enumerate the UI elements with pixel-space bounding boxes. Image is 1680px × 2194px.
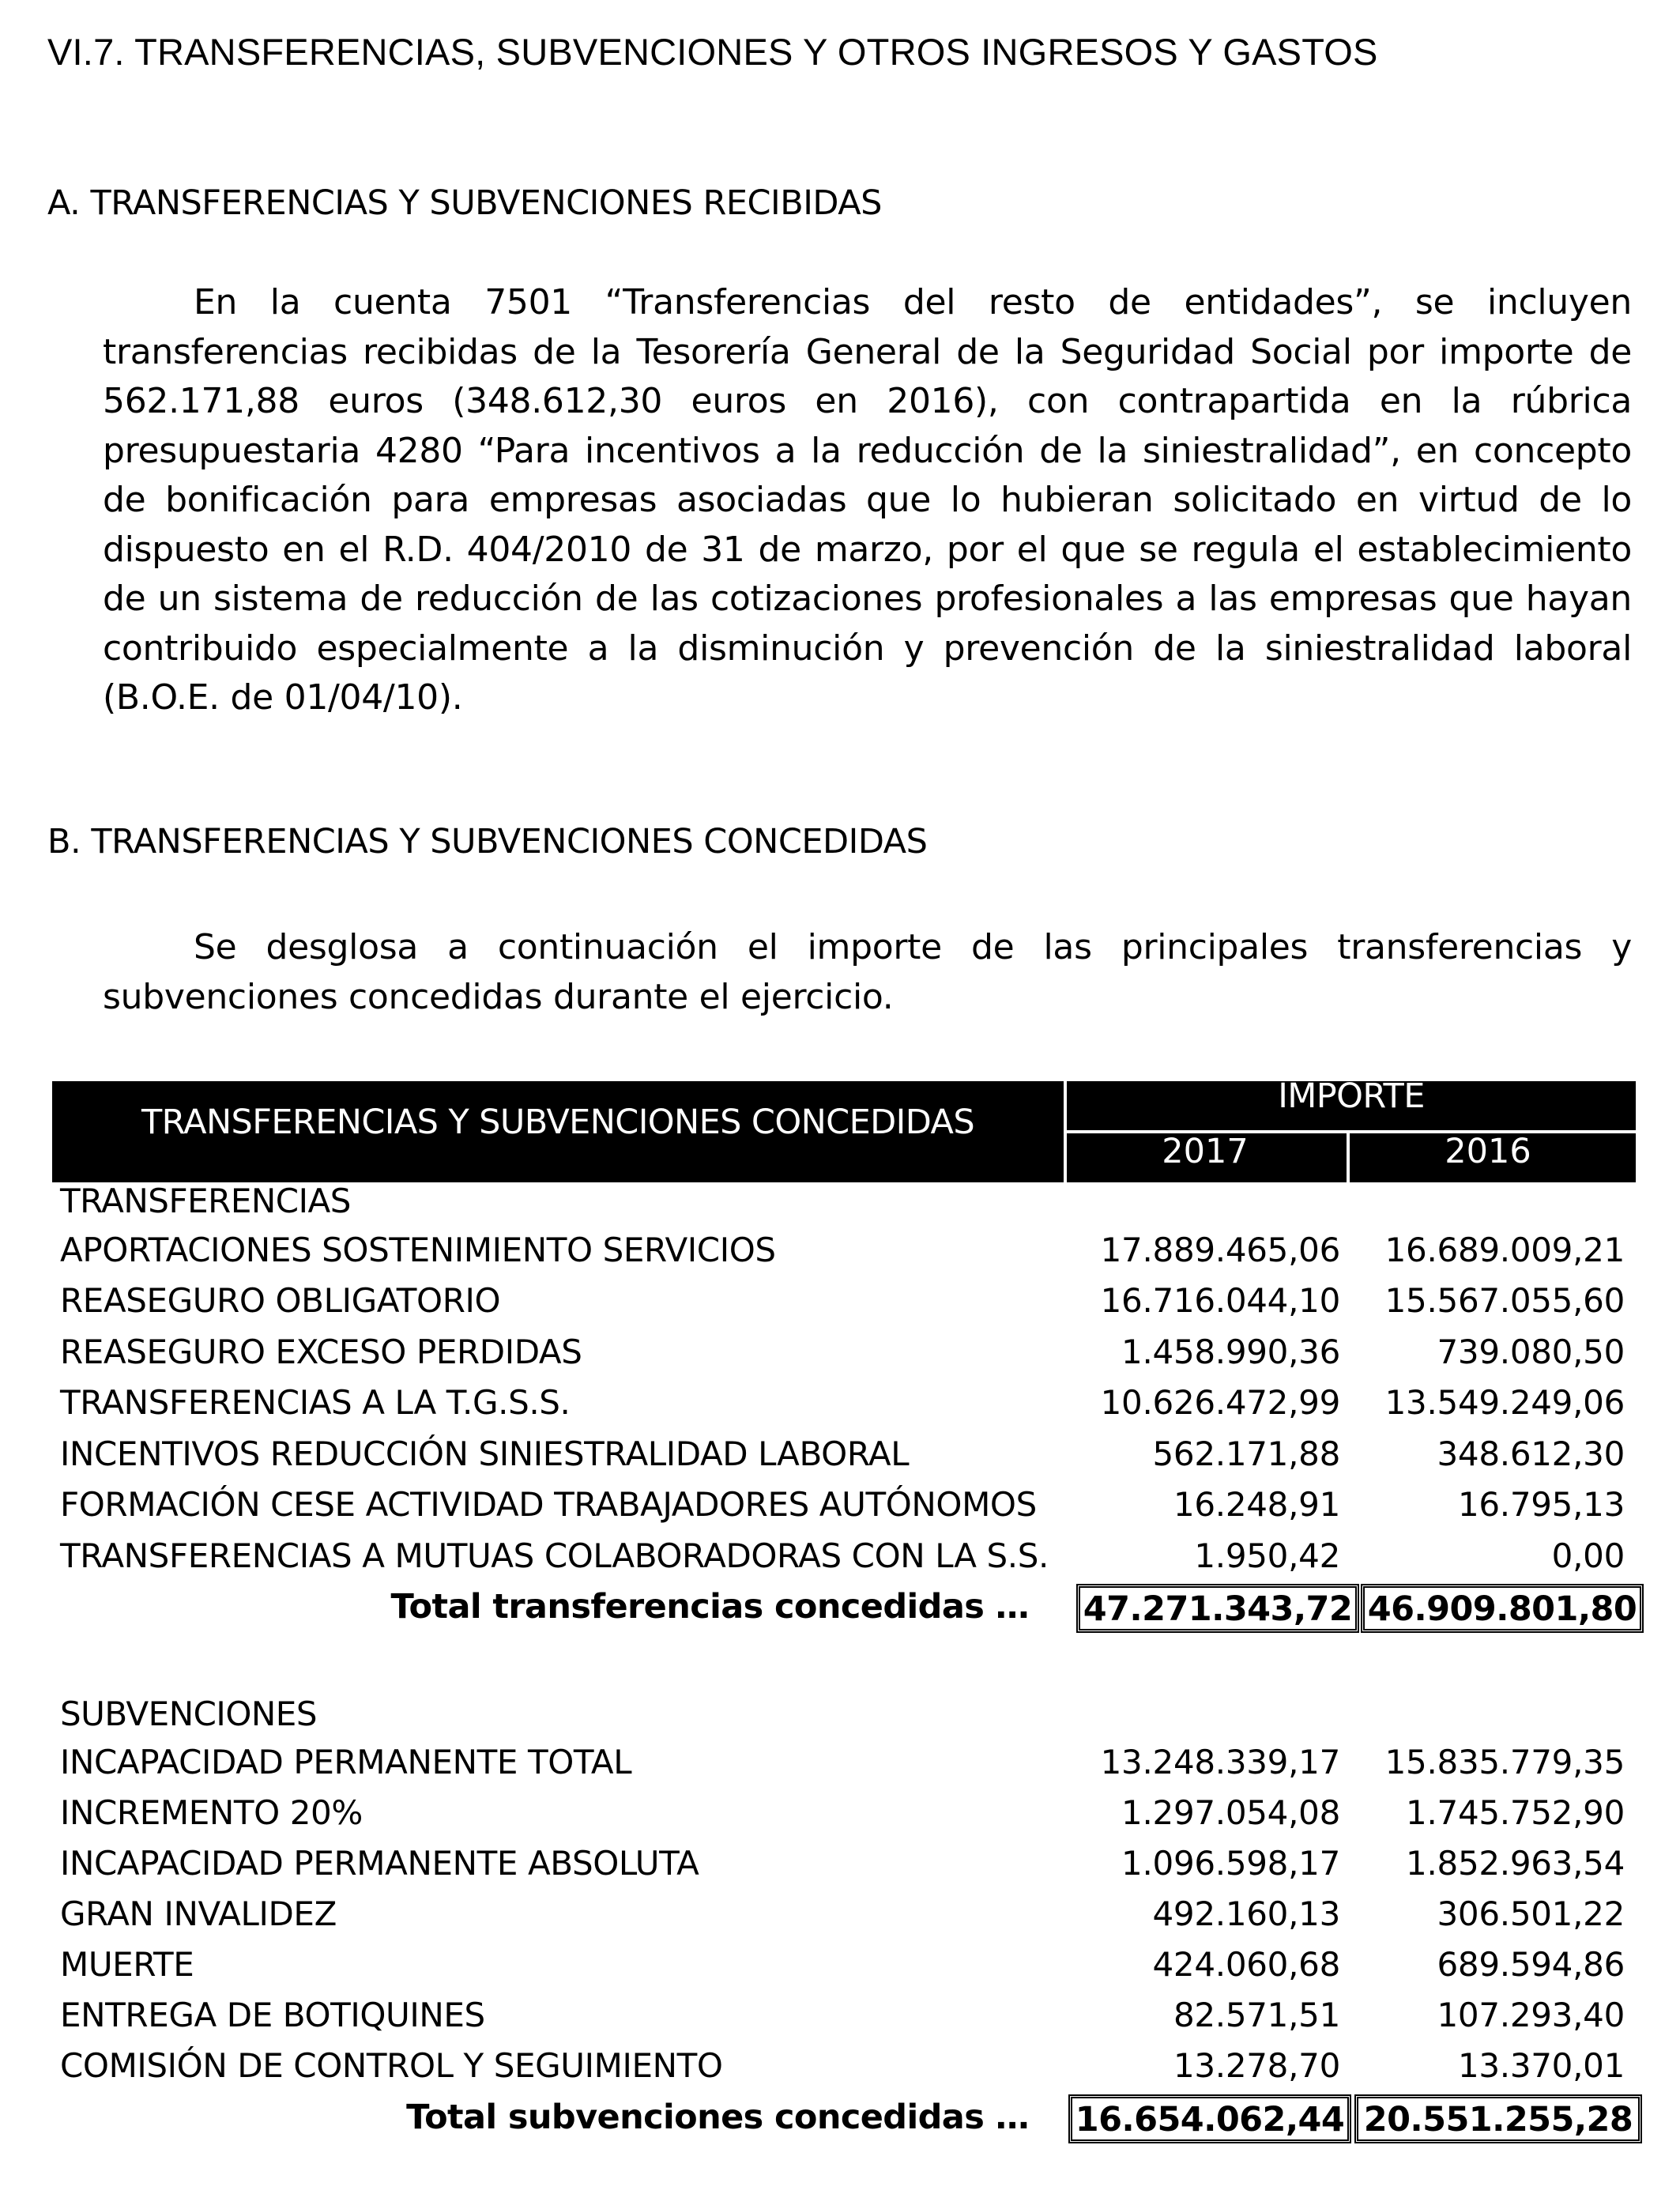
section-a-paragraph: En la cuenta 7501 “Transferencias del resto de entidades”, se incluyen transferencias recibidas de la Tesorería General de la Seguridad Social por importe de 562.171,88 euros (348.612,30 euros en 2016), con contrapartida en la rúbrica presupuestaria 4280 “Para incentivos a la reducción de la siniestralidad”, en concepto de bonificación para empresas asociadas que lo hubieran solicitado en virtud de lo dispuesto en el R.D. 404/2010 de 31 de marzo, por el que se regula el establecimiento de un sistema de reducción de las cotizaciones profesionales a las empresas que hayan contribuido especialmente a la disminución y prevención de la siniestralidad laboral (B.O.E. de 01/04/10). <box>103 282 1632 718</box>
row-label: REASEGURO OBLIGATORIO <box>60 1281 501 1320</box>
row-label: INCAPACIDAD PERMANENTE ABSOLUTA <box>60 1844 699 1883</box>
total-row-transferencias <box>0 1584 1680 1639</box>
group-title-transferencias: TRANSFERENCIAS <box>60 1182 351 1220</box>
section-a-heading: A. TRANSFERENCIAS Y SUBVENCIONES RECIBIDAS <box>47 183 882 223</box>
row-value-2017: 492.160,13 <box>1152 1894 1340 1933</box>
table-row <box>0 1485 1680 1536</box>
row-label: TRANSFERENCIAS A LA T.G.S.S. <box>60 1383 571 1422</box>
row-value-2017: 1.096.598,17 <box>1121 1844 1340 1883</box>
group-title-subvenciones: SUBVENCIONES <box>60 1695 317 1733</box>
row-value-2017: 1.458.990,36 <box>1121 1333 1340 1371</box>
total-label: Total transferencias concedidas … <box>390 1587 1029 1627</box>
row-value-2016: 1.852.963,54 <box>1406 1844 1625 1883</box>
row-value-2016: 16.795,13 <box>1457 1485 1625 1524</box>
row-value-2016: 13.370,01 <box>1457 2046 1625 2085</box>
table-row <box>0 1281 1680 1332</box>
table-row <box>0 1996 1680 2046</box>
table-row <box>0 1333 1680 1383</box>
row-label: FORMACIÓN CESE ACTIVIDAD TRABAJADORES AUTÓNOMOS <box>60 1485 1037 1524</box>
row-value-2017: 1.950,42 <box>1194 1536 1340 1575</box>
row-value-2017: 10.626.472,99 <box>1100 1383 1340 1422</box>
row-label: REASEGURO EXCESO PERDIDAS <box>60 1333 582 1371</box>
row-value-2017: 16.248,91 <box>1173 1485 1340 1524</box>
row-value-2017: 13.278,70 <box>1173 2046 1340 2085</box>
row-value-2017: 562.171,88 <box>1152 1434 1340 1473</box>
table-row <box>0 1945 1680 1996</box>
column-header-2016: 2016 <box>1445 1132 1531 1171</box>
total-value-2017: 47.271.343,72 <box>1076 1584 1359 1633</box>
row-label: ENTREGA DE BOTIQUINES <box>60 1996 485 2034</box>
section-b-paragraph: Se desglosa a continuación el importe de las principales transferencias y subvenciones concedidas durante el ejercicio. <box>103 927 1632 1017</box>
row-value-2017: 17.889.465,06 <box>1100 1231 1340 1269</box>
row-value-2016: 15.835.779,35 <box>1384 1743 1625 1781</box>
row-value-2016: 689.594,86 <box>1437 1945 1625 1984</box>
row-value-2017: 82.571,51 <box>1173 1996 1340 2034</box>
total-label: Total subvenciones concedidas … <box>406 2098 1029 2137</box>
row-value-2016: 16.689.009,21 <box>1384 1231 1625 1269</box>
table-row <box>0 1844 1680 1894</box>
table-row <box>0 1894 1680 1945</box>
row-value-2017: 1.297.054,08 <box>1121 1793 1340 1832</box>
total-row-subvenciones <box>0 2094 1680 2150</box>
row-value-2016: 348.612,30 <box>1437 1434 1625 1473</box>
row-value-2016: 0,00 <box>1551 1536 1625 1575</box>
row-label: GRAN INVALIDEZ <box>60 1894 337 1933</box>
row-label: APORTACIONES SOSTENIMIENTO SERVICIOS <box>60 1231 776 1269</box>
row-value-2017: 13.248.339,17 <box>1100 1743 1340 1781</box>
row-label: MUERTE <box>60 1945 194 1984</box>
table-header-importe: IMPORTE <box>1278 1076 1425 1116</box>
row-label: TRANSFERENCIAS A MUTUAS COLABORADORAS CON LA S.S. <box>60 1536 1049 1575</box>
row-value-2017: 424.060,68 <box>1152 1945 1340 1984</box>
row-value-2016: 13.549.249,06 <box>1384 1383 1625 1422</box>
table-row <box>0 1536 1680 1587</box>
row-label: INCAPACIDAD PERMANENTE TOTAL <box>60 1743 632 1781</box>
total-value-2016: 20.551.255,28 <box>1354 2094 1642 2143</box>
table-row <box>0 1743 1680 1793</box>
table-row <box>0 1383 1680 1434</box>
table-row <box>0 1231 1680 1281</box>
section-b-heading: B. TRANSFERENCIAS Y SUBVENCIONES CONCEDIDAS <box>47 822 928 861</box>
table-row <box>0 2046 1680 2097</box>
page-title: VI.7. TRANSFERENCIAS, SUBVENCIONES Y OTROS INGRESOS Y GASTOS <box>47 31 1378 73</box>
table-row <box>0 1793 1680 1844</box>
total-value-2016: 46.909.801,80 <box>1361 1584 1644 1633</box>
row-value-2016: 15.567.055,60 <box>1384 1281 1625 1320</box>
table-header-title: TRANSFERENCIAS Y SUBVENCIONES CONCEDIDAS <box>141 1103 975 1142</box>
table-row <box>0 1434 1680 1485</box>
column-header-2017: 2017 <box>1162 1132 1249 1171</box>
row-value-2016: 739.080,50 <box>1437 1333 1625 1371</box>
row-label: COMISIÓN DE CONTROL Y SEGUIMIENTO <box>60 2046 723 2085</box>
row-label: INCREMENTO 20% <box>60 1793 363 1832</box>
row-label: INCENTIVOS REDUCCIÓN SINIESTRALIDAD LABORAL <box>60 1434 910 1473</box>
row-value-2016: 1.745.752,90 <box>1406 1793 1625 1832</box>
row-value-2016: 306.501,22 <box>1437 1894 1625 1933</box>
row-value-2017: 16.716.044,10 <box>1100 1281 1340 1320</box>
row-value-2016: 107.293,40 <box>1437 1996 1625 2034</box>
total-value-2017: 16.654.062,44 <box>1068 2094 1351 2143</box>
